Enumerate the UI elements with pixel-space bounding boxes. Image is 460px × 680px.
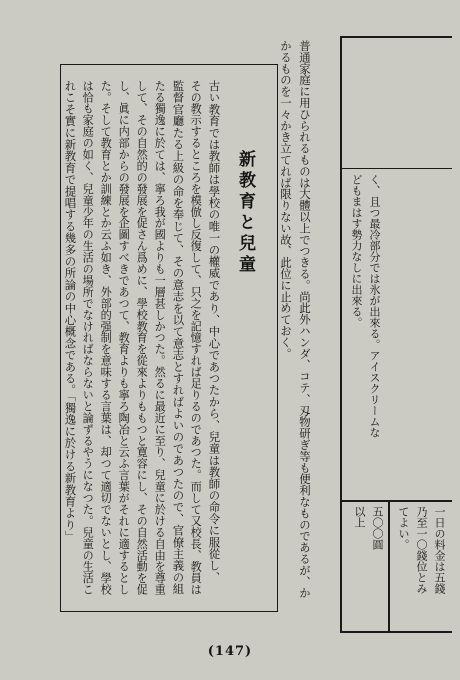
article-line-1: 古い教育では教師は學校の唯一の權威であり、中心であつたから、兒童は教師の命令に服從し、: [207, 80, 222, 584]
table-bottom-rule: [340, 631, 452, 633]
table-vertical-divider: [388, 500, 390, 631]
table-top-rule: [340, 36, 452, 38]
article-line-7: た。そして教育とか訓練とか云ふ如き、外部的强制を意味する言葉は、却つて適切でないとし、學校: [99, 80, 113, 596]
article-title: 新教育と兒童: [235, 150, 255, 276]
table-mid-rule: [342, 168, 452, 169]
article-line-4: たる獨逸に於ては、寧ろ我が國よりも一層甚しかつた。然るに最近に至り、兒童に於ける自由を尊重: [153, 80, 167, 596]
upper-text-line-2: かるものを一々かき立てれば限りない故、此位に止めておく。: [279, 40, 293, 360]
price-cell-left-line-1: 五〇〇圓: [371, 506, 384, 550]
article-line-3: 監督官廳たる上級の命を奉じて、その意志を以て意志とすればよいのであつたので、官僚主義の組: [171, 80, 186, 595]
article-line-9: れこそ實に新教育で提唱する幾多の所論の中心概念である。「獨逸に於ける新教育より」: [63, 80, 78, 543]
price-cell-right-line-2: 乃至一〇錢位とみ: [415, 506, 428, 594]
table-left-rule: [340, 36, 342, 632]
article-line-6: し、眞に内部からの發展を企圖すべきであつて、教育よりも寧ろ陶冶と云ふ言葉がそれに適するとし: [117, 80, 131, 596]
table-top-cell-line-2: どもまはす勢力なしに出來る。: [350, 174, 363, 328]
article-line-2: その教示するところを模倣し反復して、只之を記憶すれば足りるのであつた。而して又校長、教員は: [189, 80, 203, 596]
page-number: (147): [207, 644, 253, 659]
price-cell-right-line-1: 一日の料金は五錢: [433, 506, 446, 594]
article-line-8: は恰も家庭の如く、兒童少年の生活の場所でなければならないと論ずるやうになつた。兒童の生活こ: [81, 80, 95, 596]
article-line-5: して、その自然的の發展を促さん爲めに、學校教育を從來よりももつと寛容にし、その自然活動を促: [135, 80, 149, 596]
upper-text-line-1: 普通家庭に用ひられるものは大體以上でつきる。尚此外ハンダ、コテ、刄物研ぎ等も便利なものであるが、か: [298, 40, 312, 599]
price-cell-left-line-2: 以上: [353, 506, 366, 528]
table-lower-rule: [342, 500, 452, 502]
price-cell-right-line-3: てよい。: [397, 506, 410, 550]
table-top-cell-line-1: く、且つ最冷部分では氷が出來る。アイスクリームな: [368, 174, 381, 438]
